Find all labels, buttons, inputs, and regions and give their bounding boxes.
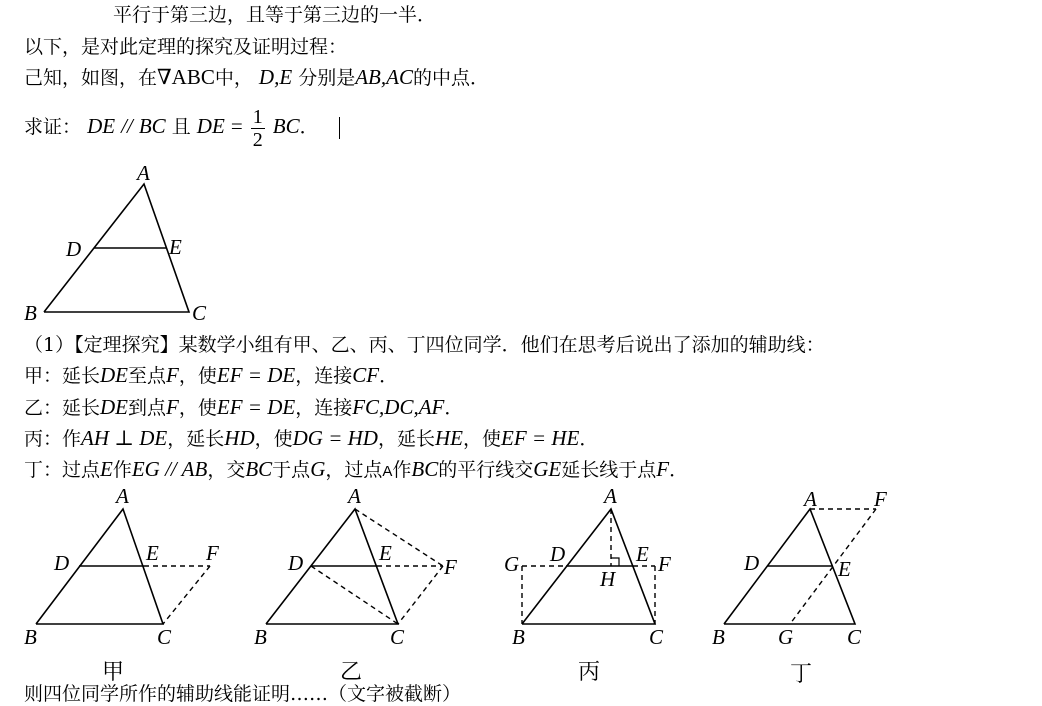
label-C: C — [390, 625, 405, 649]
yi-method-text: 乙：延长DE到点F，使EF = DE，连接FC,DC,AF． — [24, 395, 464, 419]
given-text-line: 己知，如图，在∇ABC中， D,E 分别是AB,AC的中点． — [24, 65, 489, 89]
caption-yi: 乙 — [340, 660, 363, 685]
label-E: E — [146, 541, 159, 565]
caption-bing: 丙 — [578, 660, 601, 685]
label-A: A — [804, 487, 817, 511]
label-B: B — [24, 301, 37, 325]
label-H: H — [600, 567, 616, 591]
label-A: A — [604, 484, 617, 508]
label-D: D — [66, 237, 82, 261]
text-cursor — [339, 117, 341, 139]
part1-text: （1）【定理探究】某数学小组有甲、乙、丙、丁四位同学．他们在思考后说出了添加的辅助线： — [24, 334, 825, 356]
bottom-partial-text: 则四位同学所作的辅助线能证明……（文字被截断） — [24, 683, 462, 705]
theorem-text-line1: 平行于第三边，且等于第三边的一半． — [113, 4, 437, 26]
bing-method-text: 丙：作AH ⊥ DE，延长HD，使DG = HD，延长HE，使EF = HE． — [24, 426, 599, 450]
label-B: B — [512, 625, 525, 649]
figure-bing — [500, 484, 700, 654]
label-G: G — [778, 625, 794, 649]
label-B: B — [254, 625, 267, 649]
ding-method-text: 丁：过点E作EG // AB，交BC于点G，过点A作BC的平行线交GE延长线于点F． — [24, 457, 689, 481]
label-A: A — [348, 484, 361, 508]
fraction-one-half: $\frac{1}{2}$ — [252, 105, 263, 151]
prove-text-line: 求证： DE // BC 且 DE = $\frac{1}{2}$ BC． — [24, 103, 340, 151]
intro-text-line: 以下，是对此定理的探究及证明过程： — [24, 36, 348, 58]
label-E: E — [379, 541, 392, 565]
label-D: D — [550, 542, 566, 566]
label-F: F — [444, 555, 457, 579]
label-E: E — [169, 235, 182, 259]
label-C: C — [192, 301, 207, 325]
label-F: F — [206, 541, 219, 565]
label-A: A — [137, 161, 150, 185]
label-E: E — [838, 557, 851, 581]
label-G: G — [504, 552, 520, 576]
label-A: A — [116, 484, 129, 508]
label-C: C — [649, 625, 664, 649]
caption-ding: 丁 — [790, 662, 813, 687]
label-C: C — [157, 625, 172, 649]
label-F: F — [658, 552, 671, 576]
figure-ding — [710, 484, 910, 654]
label-E: E — [636, 542, 649, 566]
label-F: F — [874, 487, 887, 511]
label-B: B — [24, 625, 37, 649]
label-B: B — [712, 625, 725, 649]
label-D: D — [54, 551, 70, 575]
label-C: C — [847, 625, 862, 649]
label-D: D — [744, 551, 760, 575]
figure-jia — [20, 484, 235, 654]
figure-yi — [250, 484, 470, 654]
caption-jia: 甲 — [102, 660, 125, 685]
label-D: D — [288, 551, 304, 575]
main-triangle-figure — [20, 160, 220, 325]
jia-method-text: 甲：延长DE至点F，使EF = DE，连接CF． — [24, 363, 399, 387]
